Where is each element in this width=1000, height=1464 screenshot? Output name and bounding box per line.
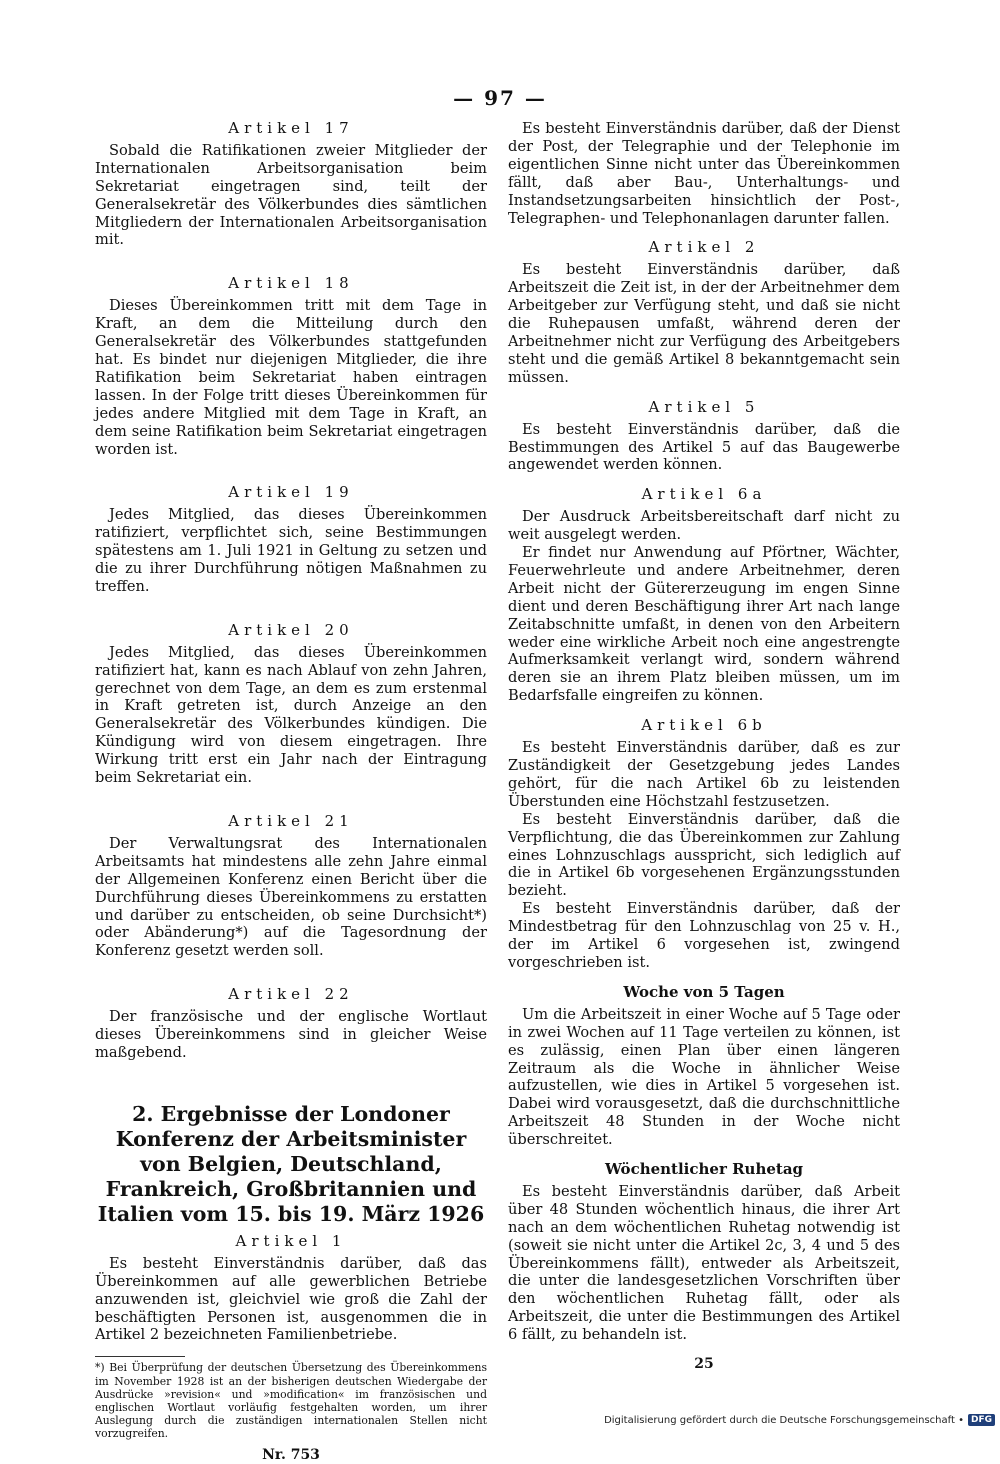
section-text: Sobald die Ratifikationen zweier Mitglieder der Internationalen Arbeitsorganisation beim Sekretariat eingetragen sind, teilt der Generalsekretär des Völkerbundes dies sämtlichen Mitgliedern der Internationalen Arbeitsorganisation mit. xyxy=(95,141,487,249)
section-text: Es besteht Einverständnis darüber, daß der Dienst der Post, der Telegraphie und der Telephonie im eigentlichen Sinne nicht unter das Übereinkommen fällt, daß aber Bau-, Unterhaltungs- und Instandsetzungsarbeiten hinsichtlich der Post-, Telegraphen- und Telephonanlagen darunter fallen. xyxy=(508,120,900,227)
section-heading: Artikel 22 xyxy=(228,985,354,1004)
conference-title: 2. Ergebnisse der Londoner Konferenz der Arbeitsminister von Belgien, Deutschland, Frankreich, Großbritannien und Italien vom 15. bis 19. März 1926 xyxy=(97,1101,485,1226)
section-text: Es besteht Einverständnis darüber, daß das Übereinkommen auf alle gewerblichen Betriebe anzuwenden ist, gleichviel wie groß die Zahl der beschäftigten Personen ist, ausgenommen die in Artikel 2 bezeichneten Familienbetriebe. xyxy=(95,1254,487,1344)
section-heading: Artikel 1 xyxy=(235,1231,347,1250)
section-heading: Artikel 18 xyxy=(228,274,354,293)
woche-von-5-tagen xyxy=(508,984,900,1149)
credit-text: Digitalisierung gefördert durch die Deutsche Forschungsgemeinschaft • xyxy=(604,1414,964,1426)
artikel-1 xyxy=(95,1233,487,1344)
artikel-17 xyxy=(95,120,487,249)
section-text: Jedes Mitglied, das dieses Übereinkommen ratifiziert, verpflichtet sich, seine Bestimmungen spätestens am 1. Juli 1921 in Geltung zu setzen und die zu ihrer Durchführung nötigen Maßnahmen zu treffen. xyxy=(95,506,487,595)
artikel-6a xyxy=(508,486,900,705)
artikel-18 xyxy=(95,275,487,458)
section-heading: Artikel 19 xyxy=(228,483,354,502)
woechentlicher-ruhetag xyxy=(508,1161,900,1344)
page-number: — 97 — xyxy=(453,86,547,110)
artikel-19 xyxy=(95,484,487,595)
section-heading: Woche von 5 Tagen xyxy=(623,982,785,1001)
artikel-2 xyxy=(508,239,900,386)
section-text: Jedes Mitglied, das dieses Übereinkommen ratifiziert hat, kann es nach Ablauf von zehn Jahren, gerechnet von dem Tage, an dem es zum erstenmal in Kraft getreten ist, durch Anzeige an den Generalsekretär des Völkerbundes kündigen. Die Kündigung wird von diesem eingetragen. Ihre Wirkung tritt erst ein Jahr nach der Eintragung beim Sekretariat ein. xyxy=(95,643,487,787)
section-heading: Artikel 6a xyxy=(641,485,767,504)
section-text: Um die Arbeitszeit in einer Woche auf 5 Tage oder in zwei Wochen auf 11 Tage verteilen zu können, ist es zulässig, einen Plan über einen längeren Zeitraum als die Woche in ähnlicher Weise aufzustellen, wie dies in Artikel 5 vorgesehen ist. Dabei wird vorausgesetzt, daß die durchschnittliche Arbeitszeit 48 Stunden in der Woche nicht überschreitet. xyxy=(508,1005,900,1149)
section-text: Es besteht Einverständnis darüber, daß Arbeitszeit die Zeit ist, in der der Arbeitnehmer dem Arbeitgeber zur Verfügung steht, und daß sie nicht die Ruhepausen umfaßt, während deren der Arbeitnehmer nicht zur Verfügung des Arbeitgebers steht und die gemäß Artikel 8 bekanntgemacht sein müssen. xyxy=(508,261,900,386)
section-heading: Artikel 17 xyxy=(228,119,354,137)
artikel-5 xyxy=(508,399,900,475)
dfg-logo-icon: DFG xyxy=(968,1414,995,1426)
digitization-credit xyxy=(600,1414,995,1426)
section-text: Es besteht Einverständnis darüber, daß die Verpflichtung, die das Übereinkommen zur Zahlung eines Lohnzuschlags ausspricht, sich lediglich auf die in Artikel 6b vorgesehenen Ergänzungsstunden bezieht. xyxy=(508,810,900,900)
section-text: Dieses Übereinkommen tritt mit dem Tage in Kraft, an dem die Mitteilung durch den Generalsekretär des Völkerbundes stattgefunden hat. Es bindet nur diejenigen Mitglieder, die ihre Ratifikation beim Sekretariat haben eintragen lassen. In der Folge tritt dieses Übereinkommen für jedes andere Mitglied mit dem Tage in Kraft, an dem seine Ratifikation beim Sekretariat eingetragen worden ist. xyxy=(95,297,487,458)
section-text: Er findet nur Anwendung auf Pförtner, Wächter, Feuerwehrleute und andere Arbeitnehmer, deren Arbeit nicht der Gütererzeugung im engen Sinne dient und deren Beschäftigung ihrer Art nach lange Zeitabschnitte umfaßt, in denen von den Arbeitern weder eine wirkliche Arbeit noch eine angestrengte Aufmerksamkeit verlangt wird, sondern während deren sie an ihrem Platz bleiben müssen, um im Bedarfsfalle eingreifen zu können. xyxy=(508,544,900,705)
artikel-22 xyxy=(95,986,487,1062)
section-text: Der französische und der englische Wortlaut dieses Übereinkommens sind in gleicher Weise maßgebend. xyxy=(95,1008,487,1061)
section-text: Der Verwaltungsrat des Internationalen Arbeitsamts hat mindestens alle zehn Jahre einmal der Allgemeinen Konferenz einen Bericht über die Durchführung dieses Übereinkommens zu erstatten und darüber zu entscheiden, ob seine Durchsicht*) oder Abänderung*) auf die Tagesordnung der Konferenz gesetzt werden soll. xyxy=(95,834,487,960)
section-text: Der Ausdruck Arbeitsbereitschaft darf nicht zu weit ausgelegt werden. xyxy=(508,508,900,544)
section-text: Es besteht Einverständnis darüber, daß es zur Zuständigkeit der Gesetzgebung jedes Landes gehört, für die nach Artikel 6b zu leistenden Überstunden eine Höchstzahl festzusetzen. xyxy=(508,739,900,810)
section-heading: Artikel 21 xyxy=(228,812,354,830)
section-text: Es besteht Einverständnis darüber, daß die Bestimmungen des Artikel 5 auf das Baugewerbe angewendet werden können. xyxy=(508,420,900,474)
post-telegraphie-clause xyxy=(508,120,900,227)
left-column xyxy=(95,120,487,1464)
artikel-20 xyxy=(95,622,487,787)
sheet-number: 25 xyxy=(694,1356,714,1373)
artikel-21 xyxy=(95,813,487,960)
signature-mark: Nr. 753 xyxy=(262,1446,320,1463)
artikel-6b xyxy=(508,717,900,972)
section-text: Es besteht Einverständnis darüber, daß der Mindestbetrag für den Lohnzuschlag von 25 v. H., der im Artikel 6 vorgesehen ist, zwingend vorgeschrieben ist. xyxy=(508,900,900,971)
section-heading: Wöchentlicher Ruhetag xyxy=(604,1160,804,1179)
section-heading: Artikel 5 xyxy=(648,397,760,416)
section-text: Es besteht Einverständnis darüber, daß Arbeit über 48 Stunden wöchentlich hinaus, die ihrer Art nach an dem wöchentlichen Ruhetag notwendig ist (soweit sie nicht unter die Artikel 2c, 3, 4 und 5 des Übereinkommens fällt), entweder als Arbeitszeit, die unter die landesgesetzlichen Vorschriften über den wöchentlichen Ruhetag fällt, oder als Arbeitszeit, die unter die Bestimmungen des Artikel 6 fällt, zu behandeln ist. xyxy=(508,1182,900,1344)
right-column xyxy=(508,120,900,1374)
section-heading: Artikel 20 xyxy=(228,620,354,639)
section-heading: Artikel 6b xyxy=(641,716,767,735)
footnote: *) Bei Überprüfung der deutschen Übersetzung des Übereinkommens im November 1928 ist an der bisherigen deutschen Wiedergabe der Ausdrücke »revision« und »modification« im französischen und englischen Wortlaut vorläufig festgehalten worden, um ihrer Auslegung durch die zuständigen internationalen Stellen nicht vorzugreifen. xyxy=(95,1361,487,1441)
footnote-divider xyxy=(95,1356,185,1357)
section-heading: Artikel 2 xyxy=(648,238,760,257)
